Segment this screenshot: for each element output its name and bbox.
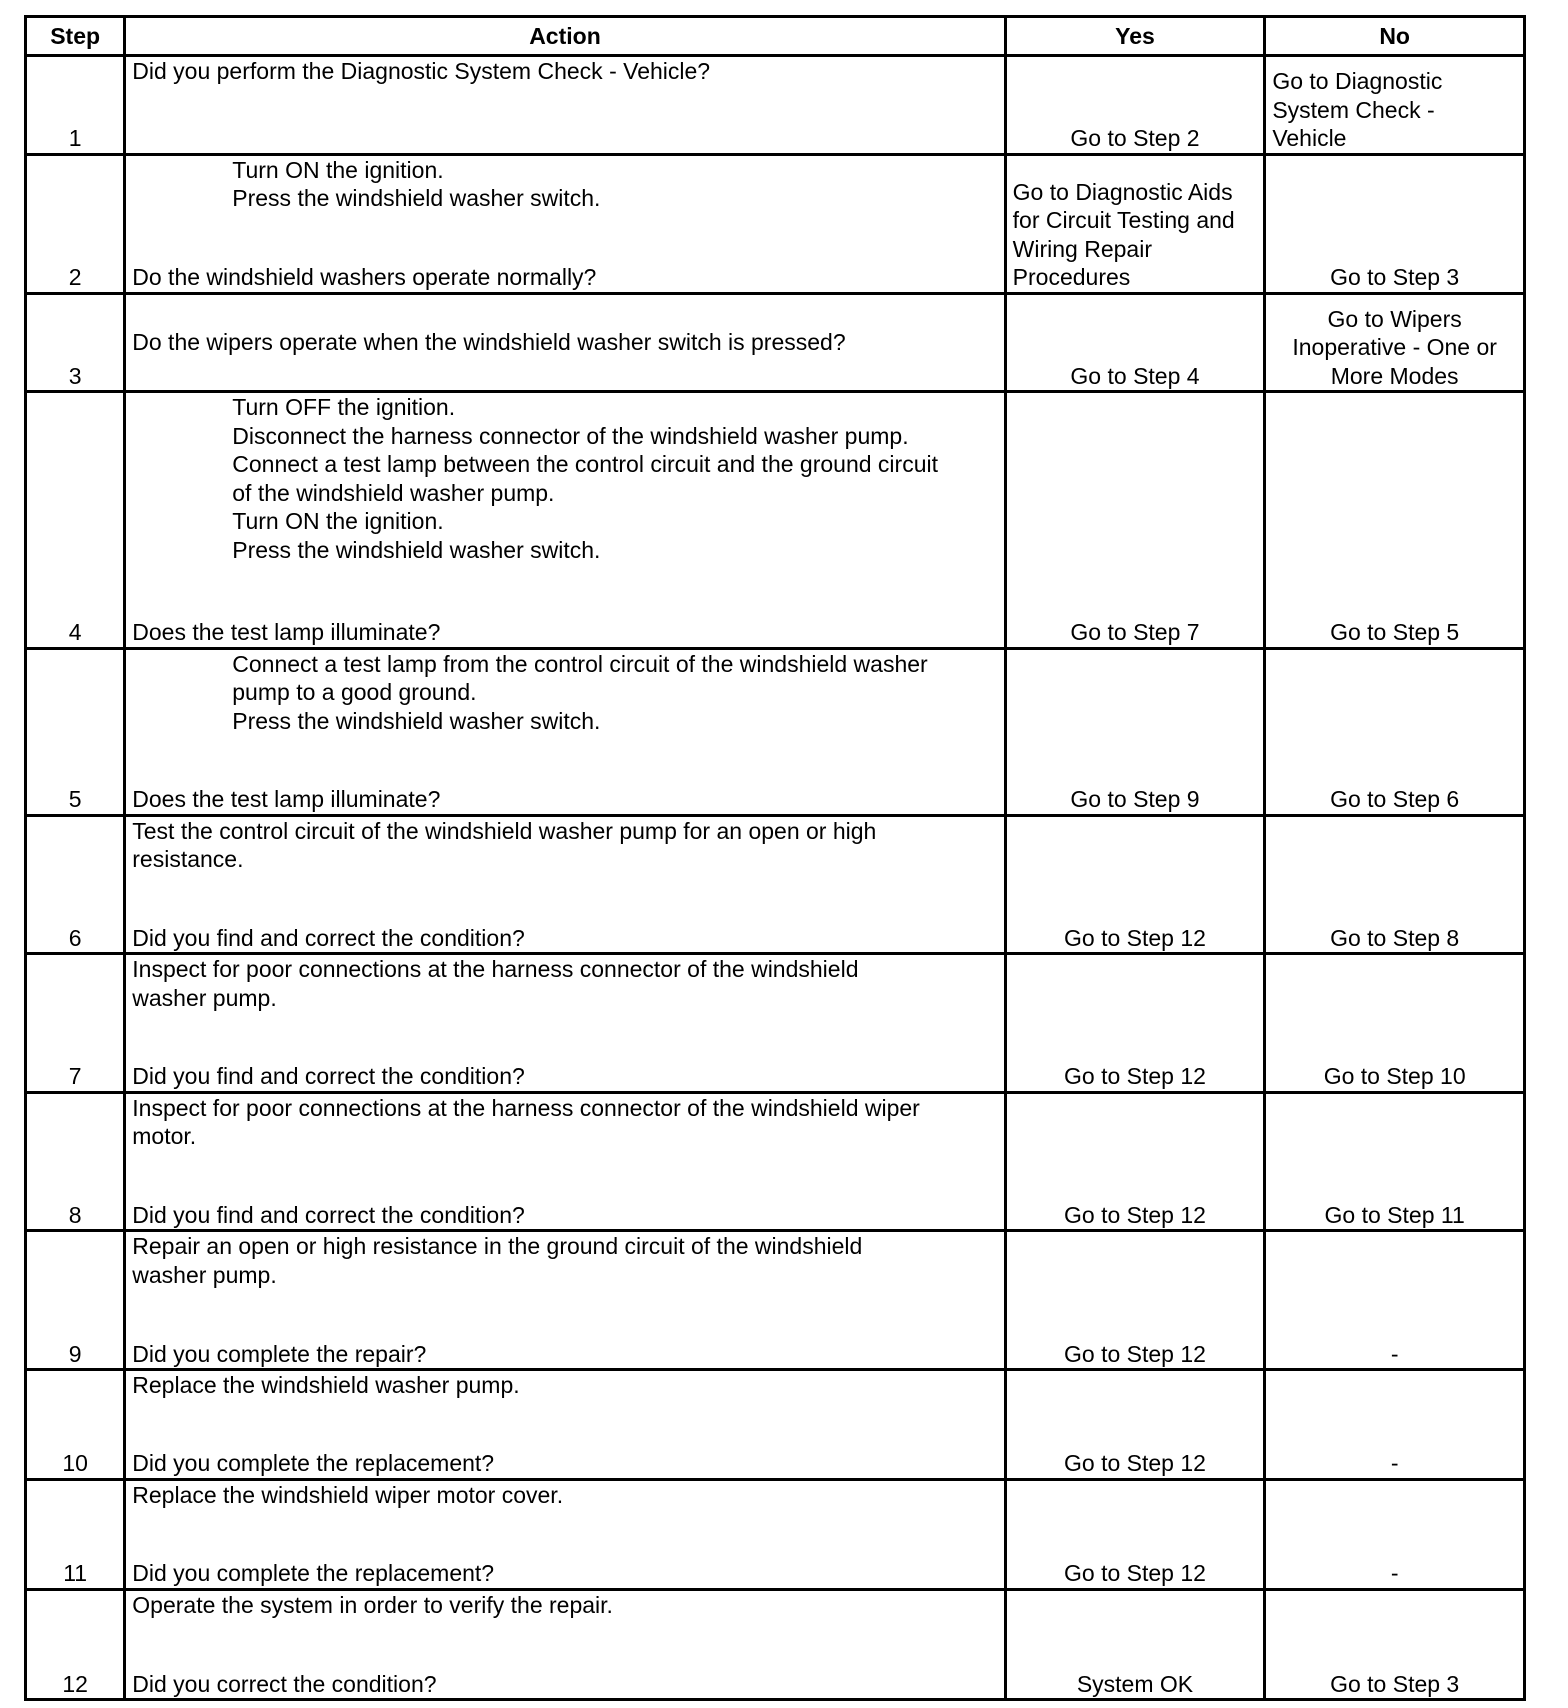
- action-question: Did you complete the replacement?: [132, 1560, 495, 1587]
- action-text: washer pump.: [132, 984, 277, 1011]
- action-question: Did you complete the repair?: [132, 1340, 427, 1367]
- yes-link[interactable]: Go to Step 12: [1064, 924, 1206, 951]
- no-link[interactable]: Go to Diagnostic: [1272, 68, 1443, 95]
- header-row: [26, 17, 1525, 56]
- no-link[interactable]: Go to Step 6: [1330, 786, 1460, 813]
- action-cell: [125, 1092, 1005, 1231]
- action-substep: pump to a good ground.: [232, 679, 477, 706]
- action-question: Do the windshield washers operate normally?: [132, 264, 597, 291]
- action-question: Did you find and correct the condition?: [132, 1063, 525, 1090]
- action-substep: Press the windshield washer switch.: [232, 185, 601, 212]
- table-row: [26, 392, 1525, 648]
- action-text: motor.: [132, 1123, 197, 1150]
- yes-cell: [1005, 154, 1265, 293]
- action-text: Operate the system in order to verify the repair.: [132, 1591, 613, 1618]
- action-cell: [125, 815, 1005, 954]
- yes-cell: [1005, 1589, 1265, 1699]
- yes-link[interactable]: Go to Step 12: [1064, 1450, 1206, 1477]
- table-row: [26, 154, 1525, 293]
- no-cell: [1265, 954, 1525, 1093]
- step-number: 5: [26, 648, 125, 815]
- action-cell: [125, 154, 1005, 293]
- step-number: 1: [26, 56, 125, 155]
- action-question: Did you find and correct the condition?: [132, 1201, 525, 1228]
- action-text: Test the control circuit of the windshield washer pump for an open or high: [132, 817, 877, 844]
- yes-cell: [1005, 392, 1265, 648]
- yes-link-line[interactable]: for Circuit Testing and: [1012, 207, 1235, 234]
- no-link[interactable]: Go to Step 3: [1330, 1670, 1460, 1697]
- no-cell: [1265, 815, 1525, 954]
- no-value: -: [1390, 1450, 1399, 1477]
- step-number: 2: [26, 154, 125, 293]
- diagnostic-table: [24, 15, 1526, 1701]
- no-value: -: [1390, 1340, 1399, 1367]
- action-substep: Press the windshield washer switch.: [232, 707, 601, 734]
- no-cell: [1265, 1479, 1525, 1589]
- no-cell: [1265, 154, 1525, 293]
- action-cell: [125, 1370, 1005, 1480]
- action-cell: [125, 293, 1005, 392]
- action-text: Inspect for poor connections at the harness connector of the windshield: [132, 956, 859, 983]
- action-text: Inspect for poor connections at the harness connector of the windshield wiper: [132, 1094, 920, 1121]
- no-link[interactable]: Go to Step 5: [1330, 619, 1460, 646]
- action-cell: [125, 1589, 1005, 1699]
- no-cell: [1265, 1370, 1525, 1480]
- action-question: Does the test lamp illuminate?: [132, 786, 441, 813]
- no-link[interactable]: Go to Step 3: [1330, 264, 1460, 291]
- no-cell: [1265, 1092, 1525, 1231]
- action-text: resistance.: [132, 846, 244, 873]
- action-cell: [125, 56, 1005, 155]
- yes-link-line[interactable]: Wiring Repair: [1012, 235, 1152, 262]
- yes-cell: [1005, 648, 1265, 815]
- table-row: [26, 815, 1525, 954]
- header-step: Step: [26, 17, 125, 56]
- yes-link[interactable]: Go to Step 12: [1064, 1201, 1206, 1228]
- no-link[interactable]: Go to Step 11: [1324, 1201, 1465, 1228]
- table-row: [26, 293, 1525, 392]
- yes-cell: [1005, 954, 1265, 1093]
- no-link-line[interactable]: System Check -: [1272, 96, 1435, 123]
- step-number: 8: [26, 1092, 125, 1231]
- action-text: washer pump.: [132, 1261, 277, 1288]
- no-link-line[interactable]: More Modes: [1330, 362, 1459, 389]
- action-substep: Turn OFF the ignition.: [232, 394, 456, 421]
- yes-cell: [1005, 1370, 1265, 1480]
- yes-value: System OK: [1076, 1670, 1194, 1697]
- table-row: [26, 1092, 1525, 1231]
- table-row: [26, 56, 1525, 155]
- action-question: Did you correct the condition?: [132, 1670, 437, 1697]
- yes-cell: [1005, 1092, 1265, 1231]
- yes-link[interactable]: Go to Step 7: [1070, 619, 1200, 646]
- action-text: Repair an open or high resistance in the ground circuit of the windshield: [132, 1233, 863, 1260]
- table-row: [26, 1589, 1525, 1699]
- action-cell: [125, 1479, 1005, 1589]
- action-text: Replace the windshield wiper motor cover.: [132, 1481, 564, 1508]
- action-question: Do the wipers operate when the windshield washer switch is pressed?: [132, 329, 846, 356]
- no-link[interactable]: Go to Wipers: [1327, 305, 1462, 332]
- no-cell: [1265, 56, 1525, 155]
- header-yes: Yes: [1005, 17, 1265, 56]
- action-text: Replace the windshield washer pump.: [132, 1372, 520, 1399]
- action-question: Does the test lamp illuminate?: [132, 619, 441, 646]
- yes-cell: [1005, 293, 1265, 392]
- action-substep: Turn ON the ignition.: [232, 156, 444, 183]
- action-substep: Press the windshield washer switch.: [232, 536, 601, 563]
- no-link[interactable]: Go to Step 10: [1323, 1063, 1466, 1090]
- action-question: Did you complete the replacement?: [132, 1450, 495, 1477]
- header-no: No: [1265, 17, 1525, 56]
- no-link-line[interactable]: Inoperative - One or: [1292, 334, 1497, 361]
- step-number: 11: [26, 1479, 125, 1589]
- step-number: 7: [26, 954, 125, 1093]
- table-row: [26, 954, 1525, 1093]
- action-substep: Disconnect the harness connector of the windshield washer pump.: [232, 422, 909, 449]
- yes-cell: [1005, 1231, 1265, 1370]
- step-number: 9: [26, 1231, 125, 1370]
- no-link[interactable]: Go to Step 8: [1330, 924, 1460, 951]
- table-row: [26, 1479, 1525, 1589]
- table-row: [26, 1370, 1525, 1480]
- header-action: Action: [125, 17, 1005, 56]
- yes-link[interactable]: Go to Step 12: [1064, 1063, 1206, 1090]
- action-substep: Turn ON the ignition.: [232, 508, 444, 535]
- table-row: [26, 1231, 1525, 1370]
- no-value: -: [1390, 1560, 1399, 1587]
- no-cell: [1265, 1589, 1525, 1699]
- no-cell: [1265, 1231, 1525, 1370]
- action-cell: [125, 1231, 1005, 1370]
- action-substep: of the windshield washer pump.: [232, 479, 555, 506]
- no-link-line[interactable]: Vehicle: [1272, 125, 1347, 152]
- action-substep: Connect a test lamp from the control circuit of the windshield washer: [232, 650, 928, 677]
- yes-cell: [1005, 1479, 1265, 1589]
- action-cell: [125, 392, 1005, 648]
- yes-link[interactable]: Go to Diagnostic Aids: [1012, 178, 1233, 205]
- yes-link-line[interactable]: Procedures: [1012, 264, 1131, 291]
- action-cell: [125, 954, 1005, 1093]
- action-question: Did you find and correct the condition?: [132, 924, 525, 951]
- yes-link[interactable]: Go to Step 2: [1070, 125, 1200, 152]
- table-row: [26, 648, 1525, 815]
- step-number: 4: [26, 392, 125, 648]
- action-cell: [125, 648, 1005, 815]
- no-cell: [1265, 392, 1525, 648]
- yes-link[interactable]: Go to Step 4: [1070, 362, 1200, 389]
- step-number: 10: [26, 1370, 125, 1480]
- step-number: 3: [26, 293, 125, 392]
- yes-cell: [1005, 56, 1265, 155]
- step-number: 6: [26, 815, 125, 954]
- yes-link[interactable]: Go to Step 12: [1064, 1560, 1206, 1587]
- action-substep: Connect a test lamp between the control circuit and the ground circuit: [232, 451, 938, 478]
- action-question: Did you perform the Diagnostic System Check - Vehicle?: [132, 58, 711, 84]
- yes-link[interactable]: Go to Step 12: [1064, 1340, 1206, 1367]
- no-cell: [1265, 648, 1525, 815]
- yes-link[interactable]: Go to Step 9: [1070, 786, 1200, 813]
- step-number: 12: [26, 1589, 125, 1699]
- yes-cell: [1005, 815, 1265, 954]
- no-cell: [1265, 293, 1525, 392]
